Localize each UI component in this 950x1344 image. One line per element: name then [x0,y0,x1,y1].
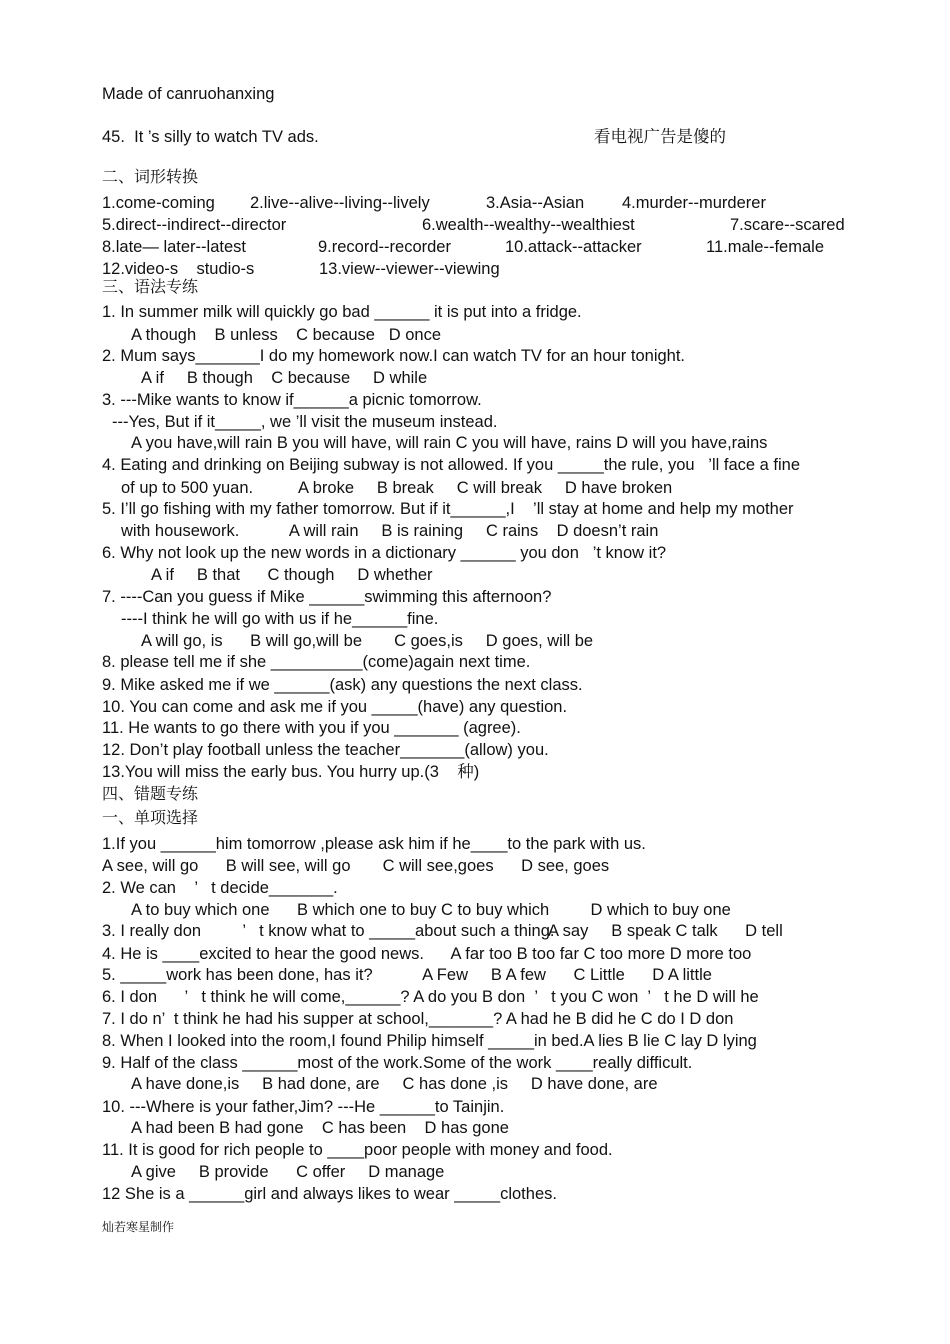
footer-credit: 灿若寒星制作 [102,1220,175,1234]
grammar-options: A if B that C though D whether [151,566,433,584]
section-2-title: 二、词形转换 [102,167,199,186]
choice-line: 10. ---Where is your father,Jim? ---He ______to Tainjin. [102,1098,505,1116]
choice-line: 8. When I looked into the room,I found Philip himself _____in bed.A lies B lie C lay D lying [102,1032,757,1050]
grammar-line: 13.You will miss the early bus. You hurry up.(3 种) [102,763,480,781]
question-45-translation: 看电视广告是傻的 [594,127,726,146]
word-form-item: 7.scare--scared [730,216,845,234]
grammar-options: A though B unless C because D once [131,326,442,344]
choice-line: 11. It is good for rich people to ____poor people with money and food. [102,1141,613,1159]
choice-line: 4. He is ____excited to hear the good news. A far too B too far C too more D more too [102,945,752,963]
word-form-item: 4.murder--murderer [622,194,766,212]
grammar-line: 10. You can come and ask me if you _____(have) any question. [102,698,568,716]
grammar-line: 1. In summer milk will quickly go bad ______ it is put into a fridge. [102,303,582,321]
grammar-line: 11. He wants to go there with you if you _______ (agree). [102,719,521,737]
word-form-item: 9.record--recorder [318,238,451,256]
choice-options: A see, will go B will see, will go C will see,goes D see, goes [102,857,610,875]
choice-line: 6. I don ’ t think he will come,______? A do you B don ’ t you C won ’ t he D will he [102,988,759,1006]
grammar-line: 3. ---Mike wants to know if______a picnic tomorrow. [102,391,482,409]
word-form-item: 5.direct--indirect--director [102,216,287,234]
choice-line: 1.If you ______him tomorrow ,please ask him if he____to the park with us. [102,835,646,853]
word-form-item: 8.late— later--latest [102,238,246,256]
word-form-item: 11.male--female [706,238,824,256]
word-form-item: 1.come-coming [102,194,215,212]
word-form-item: 6.wealth--wealthy--wealthiest [422,216,635,234]
choice-line: 5. _____work has been done, has it? A Few B A few C Little D A little [102,966,712,984]
choice-options: A to buy which one B which one to buy C to buy which D which to buy one [131,901,731,919]
grammar-line: ----I think he will go with us if he______fine. [121,610,439,628]
grammar-line: 2. Mum says_______I do my homework now.I can watch TV for an hour tonight. [102,347,686,365]
choice-line: 9. Half of the class ______most of the work.Some of the work ____really difficult. [102,1054,693,1072]
choice-line: 7. I do n’ t think he had his supper at school,_______? A had he B did he C do I D don [102,1010,734,1028]
section-4-title: 四、错题专练 [102,784,199,803]
grammar-line: 4. Eating and drinking on Beijing subway is not allowed. If you _____the rule, you ’ll face a fine [102,456,801,474]
section-4-subtitle: 一、单项选择 [102,808,199,827]
grammar-line: 12. Don’t play football unless the teacher_______(allow) you. [102,741,549,759]
choice-line: 2. We can ’ t decide_______. [102,879,338,897]
section-3-title: 三、语法专练 [102,277,199,296]
grammar-line: 6. Why not look up the new words in a dictionary ______ you don ’t know it? [102,544,667,562]
grammar-line: 9. Mike asked me if we ______(ask) any questions the next class. [102,676,583,694]
grammar-line: 7. ----Can you guess if Mike ______swimming this afternoon? [102,588,552,606]
choice-line: 3. I really don ’ t know what to _____about such a thing. [102,922,555,940]
word-form-item: 12.video-s studio-s [102,260,255,278]
grammar-options: A if B though C because D while [141,369,428,387]
choice-options: A give B provide C offer D manage [131,1163,445,1181]
word-form-item: 2.live--alive--living--lively [250,194,430,212]
grammar-options: of up to 500 yuan. A broke B break C will break D have broken [121,479,673,497]
header-made-of: Made of canruohanxing [102,85,275,103]
grammar-line: 8. please tell me if she __________(come)again next time. [102,653,531,671]
choice-options: A had been B had gone C has been D has gone [131,1119,509,1137]
grammar-line: 5. I’ll go fishing with my father tomorrow. But if it______,I ’ll stay at home and help my mother [102,500,794,518]
grammar-options: with housework. A will rain B is raining C rains D doesn’t rain [121,522,659,540]
word-form-item: 3.Asia--Asian [486,194,585,212]
choice-line: 12 She is a ______girl and always likes to wear _____clothes. [102,1185,557,1203]
question-45: 45. It ’s silly to watch TV ads. [102,128,319,146]
choice-options: A have done,is B had done, are C has done ,is D have done, are [131,1075,658,1093]
grammar-options: A you have,will rain B you will have, will rain C you will have, rains D will you have,rains [131,434,768,452]
word-form-item: 13.view--viewer--viewing [319,260,500,278]
grammar-options: A will go, is B will go,will be C goes,is D goes, will be [141,632,594,650]
word-form-item: 10.attack--attacker [505,238,642,256]
choice-options: A say B speak C talk D tell [548,922,783,940]
grammar-line: ---Yes, But if it_____, we ’ll visit the museum instead. [112,413,498,431]
